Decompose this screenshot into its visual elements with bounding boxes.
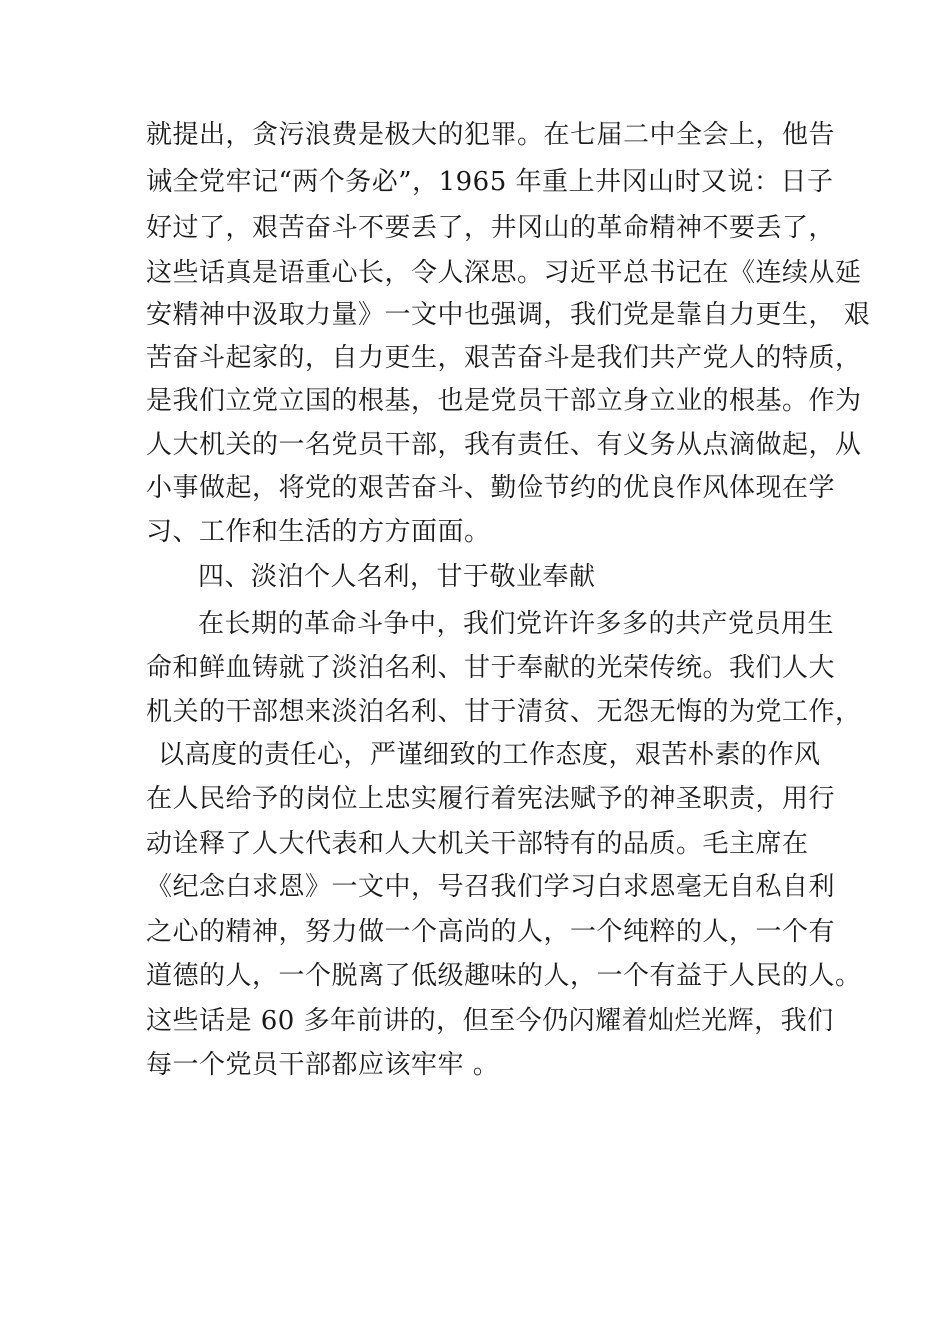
text-line-21: 这些话是 60 多年前讲的，但至今仍闪耀着灿烂光辉，我们 <box>146 1006 834 1036</box>
text-line-6: 苦奋斗起家的，自力更生，艰苦奋斗是我们共产党人的特质， <box>146 343 862 373</box>
text-line-2: 诫全党牢记“两个务必”，1965 年重上井冈山时又说：日子 <box>146 167 834 197</box>
text-line-19: 之心的精神，努力做一个高尚的人，一个纯粹的人，一个有 <box>146 917 836 947</box>
text-line-5: 安精神中汲取力量》一文中也强调，我们党是靠自力更生， 艰 <box>146 300 871 330</box>
text-line-10: 习、工作和生活的方方面面。 <box>146 517 491 547</box>
text-line-8: 人大机关的一名党员干部，我有责任、有义务从点滴做起，从 <box>146 430 862 460</box>
text-line-3: 好过了，艰苦奋斗不要丢了，井冈山的革命精神不要丢了， <box>146 213 836 243</box>
text-line-18: 《纪念白求恩》一文中，号召我们学习白求恩毫无自私自利 <box>146 872 836 902</box>
text-line-16: 在人民给予的岗位上忠实履行着宪法赋予的神圣职责，用行 <box>146 784 836 814</box>
text-line-9: 小事做起，将党的艰苦奋斗、勤俭节约的优良作风体现在学 <box>146 473 836 503</box>
section-heading: 四、淡泊个人名利，甘于敬业奉献 <box>198 562 596 592</box>
text-line-4: 这些话真是语重心长，令人深思。习近平总书记在《连续从延 <box>146 258 862 288</box>
text-line-13: 命和鲜血铸就了淡泊名利、甘于奉献的光荣传统。我们人大 <box>146 653 836 683</box>
text-line-22: 每一个党员干部都应该牢牢 。 <box>146 1050 500 1080</box>
text-line-15: 以高度的责任心，严谨细致的工作态度，艰苦朴素的作风 <box>158 740 821 770</box>
text-line-7: 是我们立党立国的根基，也是党员干部立身立业的根基。作为 <box>146 386 862 416</box>
text-line-1: 就提出，贪污浪费是极大的犯罪。在七届二中全会上，他告 <box>146 120 836 150</box>
text-line-20: 道德的人，一个脱离了低级趣味的人，一个有益于人民的人。 <box>146 961 862 991</box>
text-line-12: 在长期的革命斗争中，我们党许许多多的共产党员用生 <box>198 609 835 639</box>
text-line-14: 机关的干部想来淡泊名利、甘于清贫、无怨无悔的为党工作， <box>146 697 862 727</box>
text-line-17: 动诠释了人大代表和人大机关干部特有的品质。毛主席在 <box>146 829 809 859</box>
